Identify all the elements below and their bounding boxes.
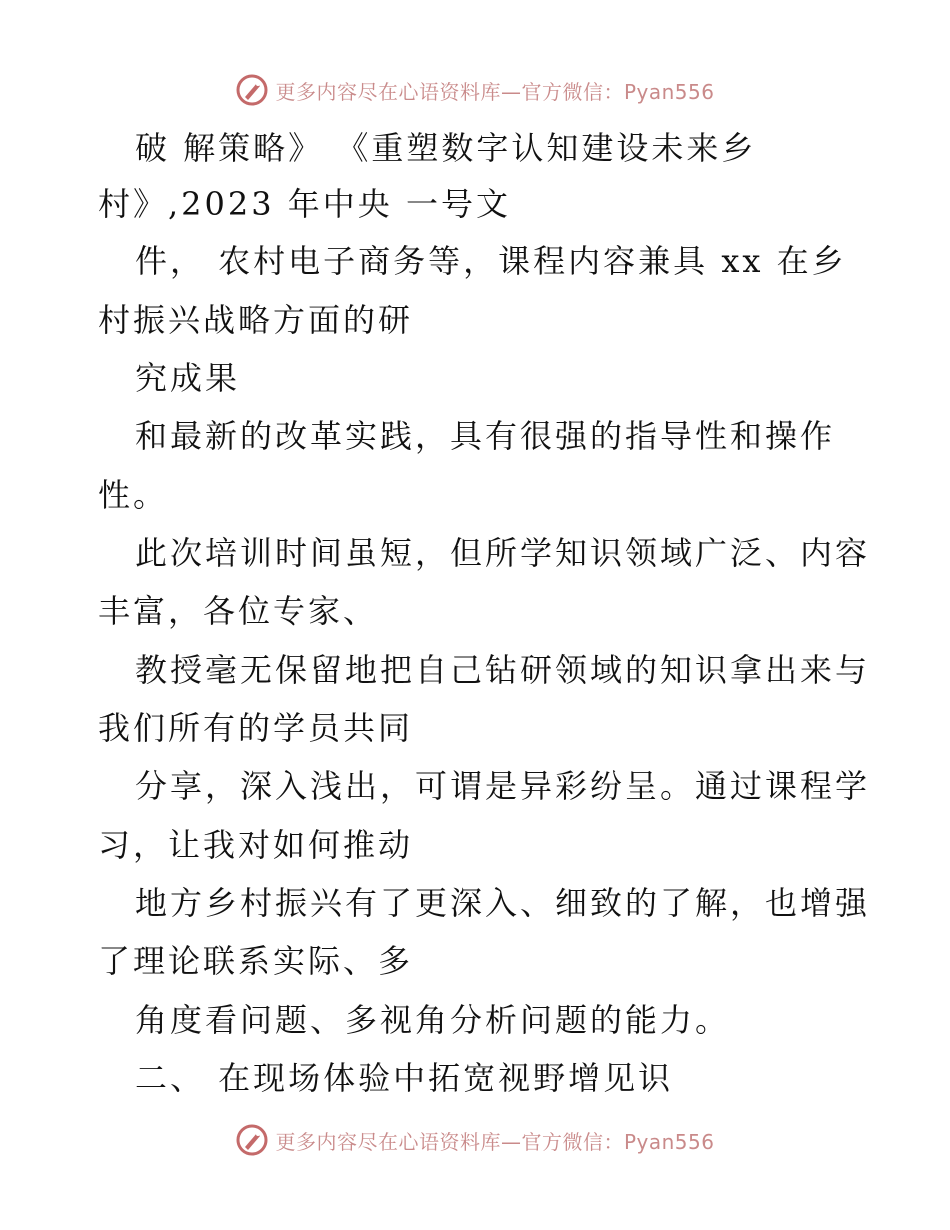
text-line: 习，让我对如何推动 <box>98 826 414 864</box>
text-line: 性。 <box>98 476 169 514</box>
text-line: 村振兴战略方面的研 <box>98 301 414 339</box>
footer-banner <box>0 1120 950 1160</box>
text-line: 究成果 <box>135 359 241 397</box>
text-line: 件， 农村电子商务等，课程内容兼具 xx 在乡 <box>135 242 847 280</box>
text-line: 此次培训时间虽短，但所学知识领域广泛、内容 <box>135 534 871 572</box>
pen-nib-seal-icon <box>235 1123 269 1157</box>
text-line: 村》,2023 年中央 一号文 <box>98 185 511 223</box>
banner-text: 更多内容尽在心语资料库—官方微信：Pyan556 <box>275 1129 715 1154</box>
banner-text: 更多内容尽在心语资料库—官方微信：Pyan556 <box>275 79 715 104</box>
text-line: 破 解策略》 《重塑数字认知建设未来乡 <box>135 129 757 167</box>
text-line: 丰富，各位专家、 <box>98 592 379 630</box>
text-line: 我们所有的学员共同 <box>98 709 414 747</box>
text-line: 教授毫无保留地把自己钻研领域的知识拿出来与 <box>135 651 871 689</box>
section-heading: 二、 在现场体验中拓宽视野增见识 <box>135 1059 674 1097</box>
text-line: 分享，深入浅出，可谓是异彩纷呈。通过课程学 <box>135 767 871 805</box>
text-line: 了理论联系实际、多 <box>98 942 414 980</box>
text-line: 角度看问题、多视角分析问题的能力。 <box>135 1001 731 1039</box>
text-line: 地方乡村振兴有了更深入、细致的了解，也增强 <box>135 884 871 922</box>
header-banner <box>0 70 950 110</box>
pen-nib-seal-icon <box>235 73 269 107</box>
text-line: 和最新的改革实践，具有很强的指导性和操作 <box>135 417 836 455</box>
